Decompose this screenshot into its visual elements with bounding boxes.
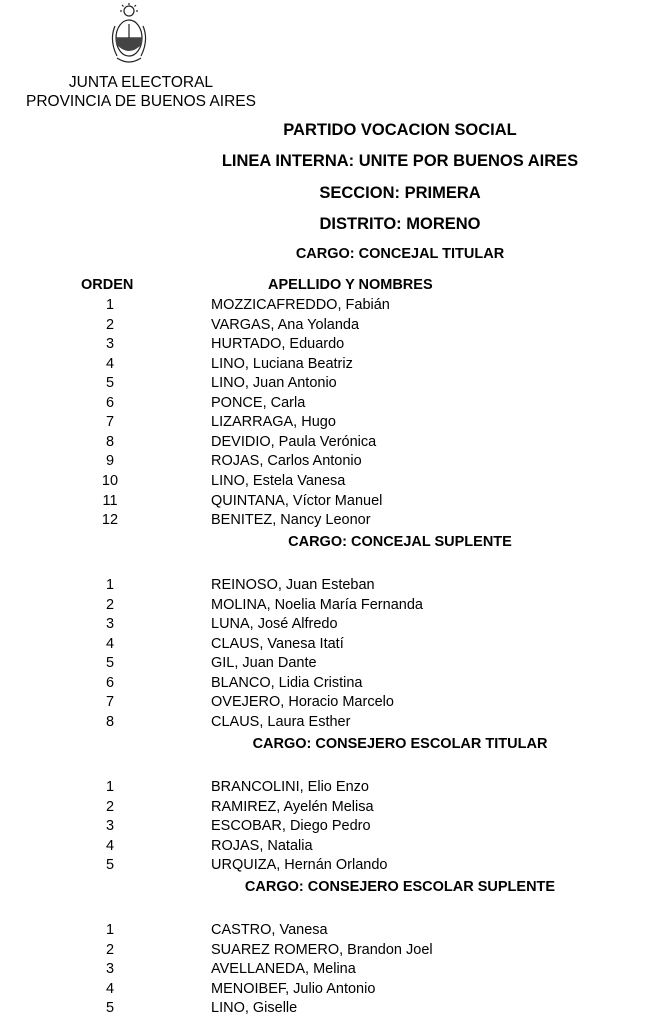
partido-title: PARTIDO VOCACION SOCIAL bbox=[283, 121, 517, 139]
row-number: 1 bbox=[105, 577, 115, 593]
row-number: 8 bbox=[105, 433, 115, 450]
row-number: 5 bbox=[105, 1000, 115, 1017]
row-number: 1 bbox=[105, 922, 115, 938]
candidate-name: ROJAS, Carlos Antonio bbox=[211, 453, 362, 470]
row-number: 5 bbox=[105, 857, 115, 874]
section-title: CARGO: CONSEJERO ESCOLAR TITULAR bbox=[252, 736, 548, 752]
row-number: 3 bbox=[105, 961, 115, 978]
linea-interna-title: LINEA INTERNA: UNITE POR BUENOS AIRES bbox=[221, 152, 579, 170]
row-number: 6 bbox=[105, 394, 115, 411]
row-number: 5 bbox=[105, 655, 115, 672]
candidate-name: BLANCO, Lidia Cristina bbox=[211, 674, 363, 691]
seccion-title: SECCION: PRIMERA bbox=[319, 184, 481, 202]
candidate-name: BRANCOLINI, Elio Enzo bbox=[211, 779, 369, 795]
row-number: 2 bbox=[105, 316, 115, 333]
candidate-name: LINO, Giselle bbox=[211, 1000, 298, 1017]
candidate-name: CLAUS, Vanesa Itatí bbox=[211, 635, 344, 652]
row-number: 4 bbox=[105, 837, 115, 854]
candidate-name: MOLINA, Noelia María Fernanda bbox=[211, 596, 423, 613]
row-number: 5 bbox=[105, 375, 115, 392]
row-number: 6 bbox=[105, 674, 115, 691]
row-number: 3 bbox=[105, 336, 115, 353]
row-number: 4 bbox=[105, 635, 115, 652]
candidate-name: ROJAS, Natalia bbox=[211, 837, 313, 854]
column-header-orden: ORDEN bbox=[81, 277, 134, 293]
row-number: 11 bbox=[102, 492, 118, 509]
candidate-name: DEVIDIO, Paula Verónica bbox=[211, 433, 377, 450]
row-number: 3 bbox=[105, 818, 115, 835]
candidate-name: LIZARRAGA, Hugo bbox=[211, 414, 336, 431]
row-number: 3 bbox=[105, 616, 115, 633]
candidate-name: OVEJERO, Horacio Marcelo bbox=[211, 694, 394, 711]
section-title: CARGO: CONSEJERO ESCOLAR SUPLENTE bbox=[244, 879, 556, 895]
row-number: 4 bbox=[105, 980, 115, 997]
candidate-name: AVELLANEDA, Melina bbox=[211, 961, 356, 978]
candidate-name: BENITEZ, Nancy Leonor bbox=[211, 512, 371, 529]
candidate-name: CLAUS, Laura Esther bbox=[211, 713, 351, 730]
section-title: CARGO: CONCEJAL TITULAR bbox=[295, 246, 505, 262]
candidate-name: GIL, Juan Dante bbox=[211, 655, 317, 672]
candidate-name: PONCE, Carla bbox=[211, 394, 306, 411]
row-number: 1 bbox=[105, 297, 115, 313]
row-number: 8 bbox=[105, 713, 115, 730]
candidate-name: QUINTANA, Víctor Manuel bbox=[211, 492, 383, 509]
row-number: 7 bbox=[105, 414, 115, 431]
org-name-line1: JUNTA ELECTORAL bbox=[68, 74, 214, 91]
row-number: 10 bbox=[101, 472, 119, 489]
candidate-name: MOZZICAFREDDO, Fabián bbox=[211, 297, 390, 313]
candidate-name: LINO, Luciana Beatriz bbox=[211, 355, 353, 372]
org-name-line2: PROVINCIA DE BUENOS AIRES bbox=[26, 93, 256, 110]
candidate-name: MENOIBEF, Julio Antonio bbox=[211, 980, 376, 997]
row-number: 1 bbox=[105, 779, 115, 795]
distrito-title: DISTRITO: MORENO bbox=[319, 215, 481, 233]
candidate-name: CASTRO, Vanesa bbox=[211, 922, 328, 938]
candidate-name: ESCOBAR, Diego Pedro bbox=[211, 818, 371, 835]
candidate-name: REINOSO, Juan Esteban bbox=[211, 577, 375, 593]
row-number: 2 bbox=[105, 941, 115, 958]
candidate-name: LUNA, José Alfredo bbox=[211, 616, 338, 633]
candidate-name: RAMIREZ, Ayelén Melisa bbox=[211, 798, 374, 815]
row-number: 12 bbox=[101, 512, 119, 529]
candidate-name: LINO, Estela Vanesa bbox=[211, 472, 346, 489]
row-number: 2 bbox=[105, 596, 115, 613]
candidate-name: URQUIZA, Hernán Orlando bbox=[211, 857, 388, 874]
coat-of-arms-seal-icon bbox=[107, 2, 151, 66]
candidate-name: VARGAS, Ana Yolanda bbox=[211, 316, 360, 333]
row-number: 9 bbox=[105, 453, 115, 470]
candidate-name: HURTADO, Eduardo bbox=[211, 336, 345, 353]
row-number: 2 bbox=[105, 798, 115, 815]
row-number: 7 bbox=[105, 694, 115, 711]
column-header-nombres: APELLIDO Y NOMBRES bbox=[268, 277, 433, 293]
candidate-name: LINO, Juan Antonio bbox=[211, 375, 337, 392]
row-number: 4 bbox=[105, 355, 115, 372]
candidate-name: SUAREZ ROMERO, Brandon Joel bbox=[211, 941, 433, 958]
section-title: CARGO: CONCEJAL SUPLENTE bbox=[288, 534, 512, 550]
